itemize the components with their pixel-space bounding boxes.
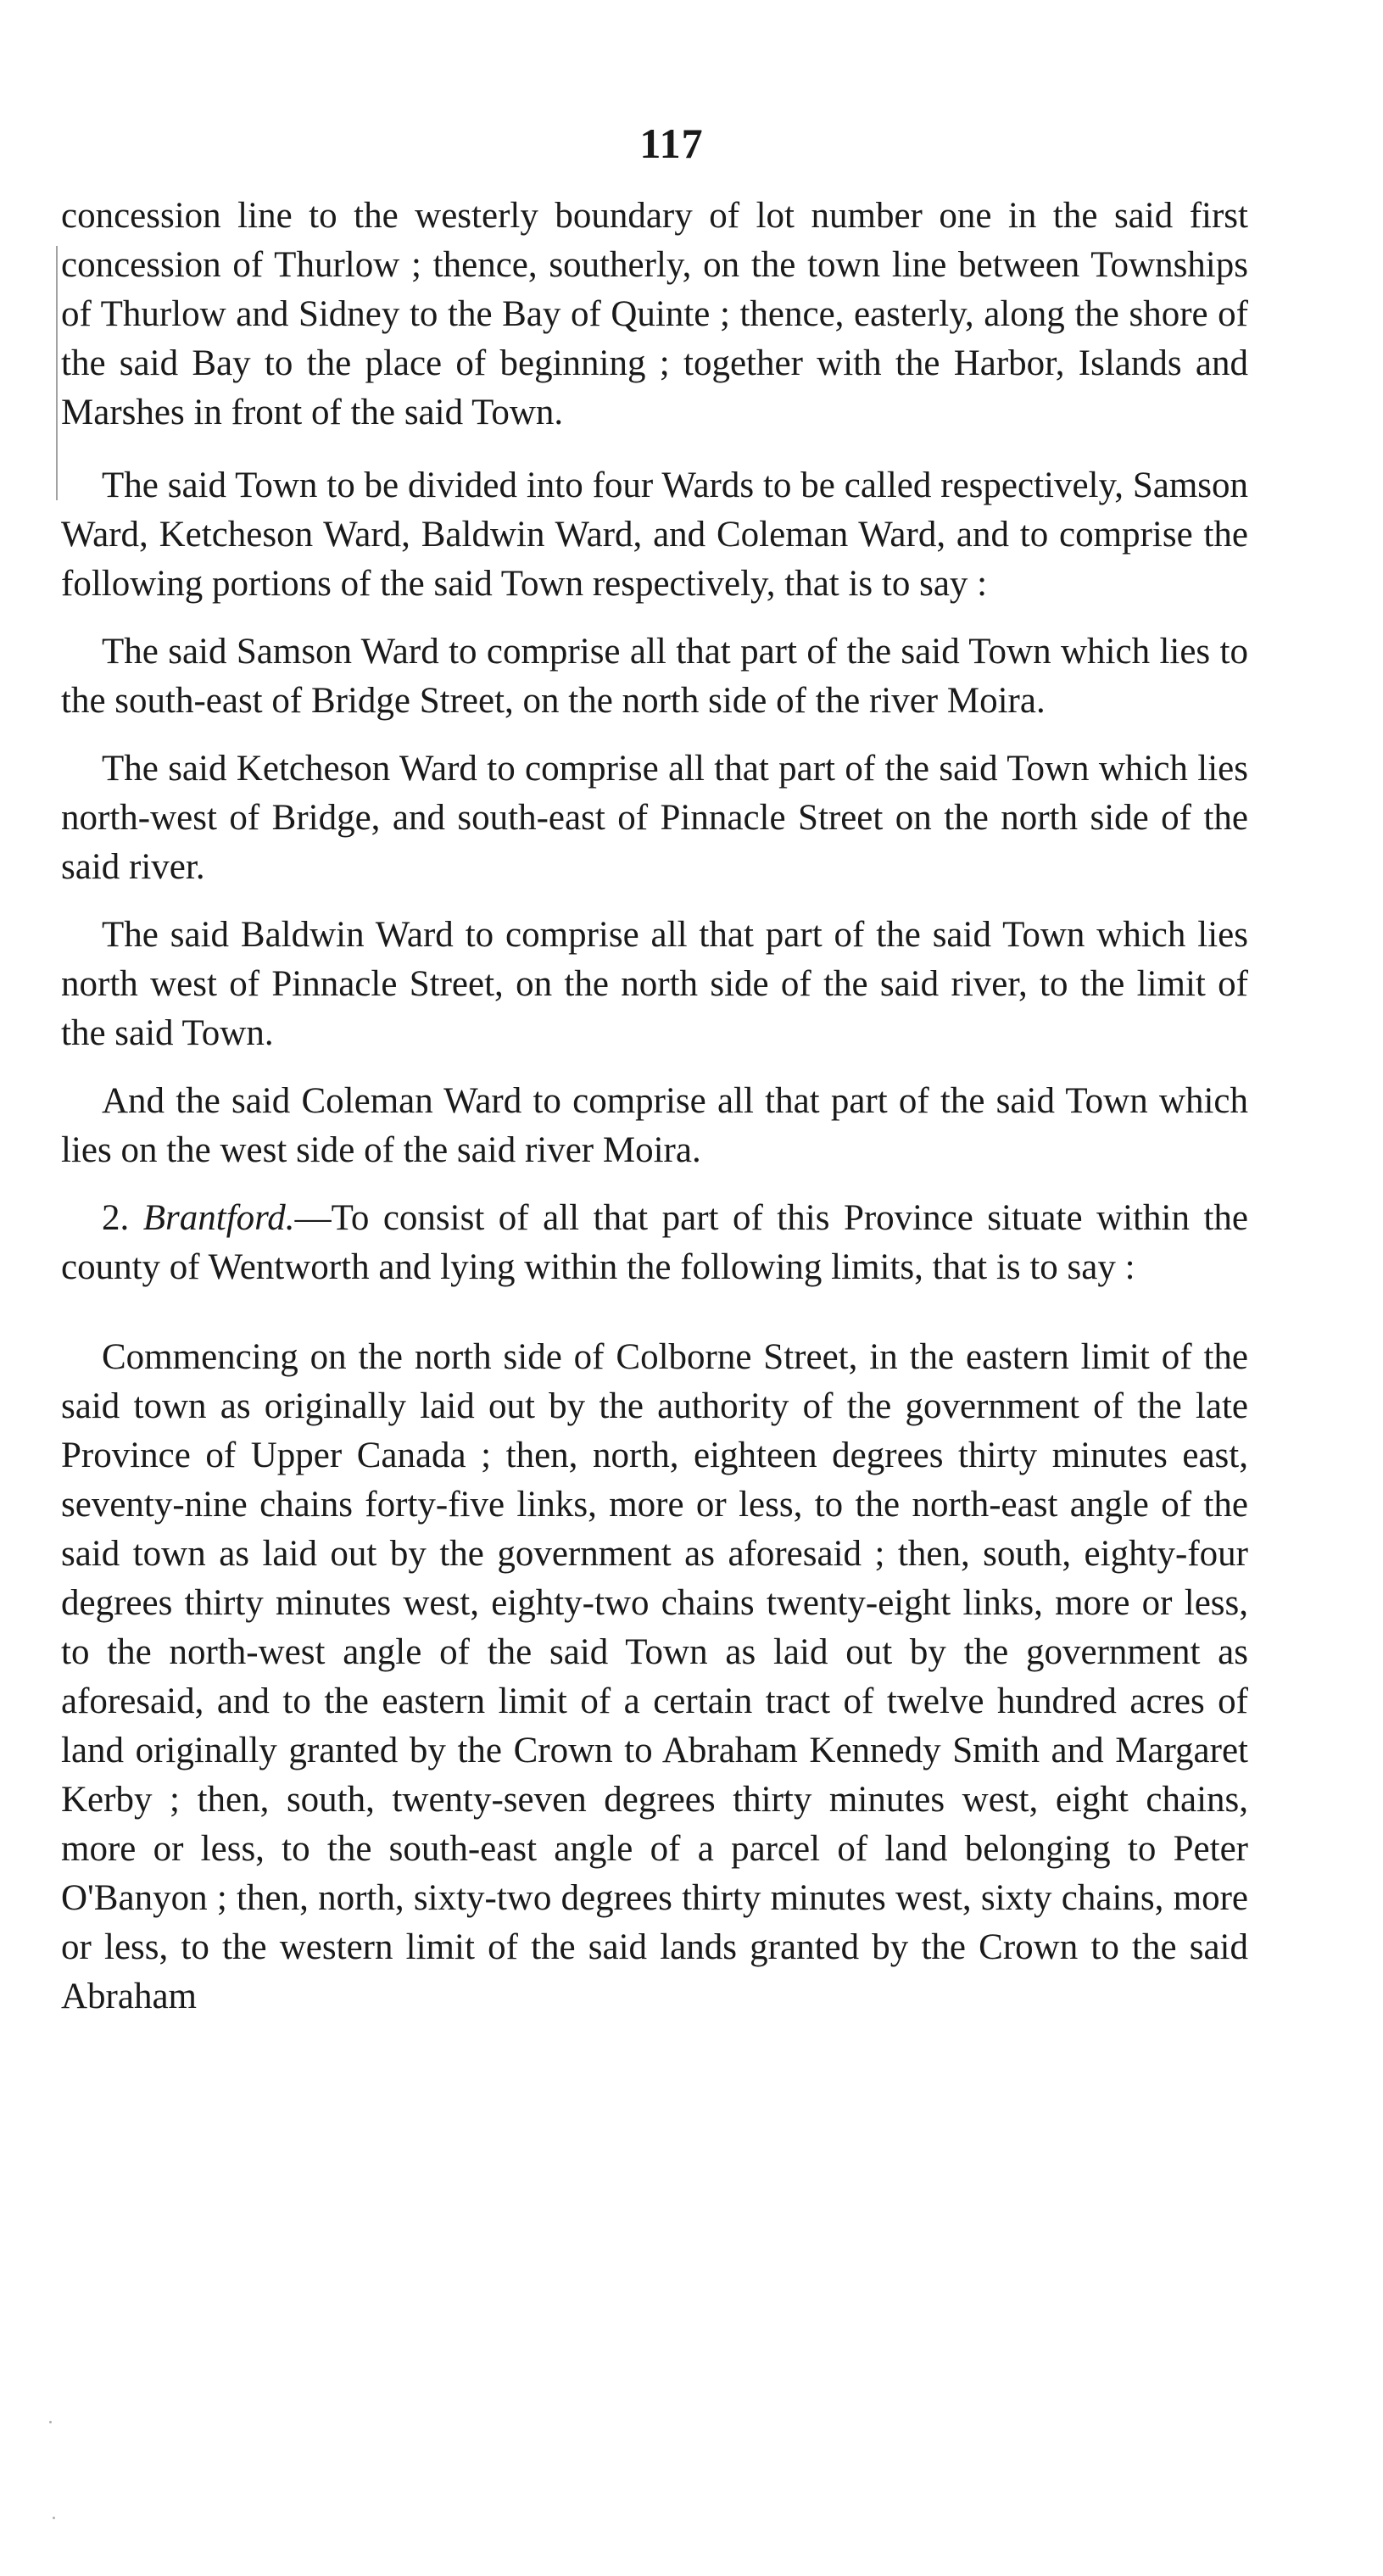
- page-number: 117: [639, 120, 704, 167]
- paper-speck: [49, 2421, 52, 2423]
- section-number: 2.: [102, 1198, 130, 1238]
- document-page: [61, 119, 1248, 2021]
- paragraph-ketcheson-ward: The said Ketcheson Ward to comprise all that part of the said Town which lies north-west of Bridge, and south-east of Pinnacle Street on the north side of the said river.: [61, 749, 1248, 887]
- paragraph-brantford-limits: Commencing on the north side of Colborne Street, in the eastern limit of the said town as originally laid out by the authority of the government of the late Province of Upper Canada ; then, north, eighteen degrees thirty minutes east, seventy-nine chains forty-five links, more or less, to the north-east angle of the said town as laid out by the government as aforesaid ; then, south, eighty-four degrees thirty minutes west, eighty-two chains twenty-eight links, more or less, to the north-west angle of the said Town as laid out by the government as aforesaid, and to the eastern limit of a certain tract of twelve hundred acres of land originally granted by the Crown to Abraham Kennedy Smith and Margaret Kerby ; then, south, twenty-seven degrees thirty minutes west, eight chains, more or less, to the south-east angle of a parcel of land belonging to Peter O'Banyon ; then, north, sixty-two degrees thirty minutes west, sixty chains, more or less, to the western limit of the said lands granted by the Crown to the said Abraham: [61, 1337, 1248, 2016]
- paper-speck: [53, 2517, 55, 2519]
- paragraph-continuation: concession line to the westerly boundary of lot number one in the said first concession of Thurlow ; thence, southerly, on the town line between Townships of Thurlow and Sidney to the Bay of Quinte ; thence, easterly, along the shore of the said Bay to the place of beginning ; together with the Harbor, Islands and Marshes in front of the said Town.: [61, 196, 1248, 432]
- paragraph-brantford: [61, 1194, 1248, 1292]
- paragraph-coleman-ward: And the said Coleman Ward to comprise all that part of the said Town which lies on the west side of the said river Moira.: [61, 1081, 1248, 1170]
- section-title: Brantford.: [142, 1198, 295, 1238]
- paragraph-baldwin-ward: The said Baldwin Ward to comprise all that part of the said Town which lies north west of Pinnacle Street, on the north side of the said river, to the limit of the said Town.: [61, 915, 1248, 1053]
- page-edge-mark: [56, 246, 58, 500]
- section-text: —To consist of all that part of this Province situate within the county of Wentworth and lying within the following limits, that is to say :: [61, 1198, 1248, 1287]
- paragraph-samson-ward: The said Samson Ward to comprise all that part of the said Town which lies to the south-east of Bridge Street, on the north side of the river Moira.: [61, 632, 1248, 721]
- paragraph-wards-division: The said Town to be divided into four Wards to be called respectively, Samson Ward, Ketcheson Ward, Baldwin Ward, and Coleman Ward, and to comprise the following portions of the said Town respectively, that is to say :: [61, 466, 1248, 604]
